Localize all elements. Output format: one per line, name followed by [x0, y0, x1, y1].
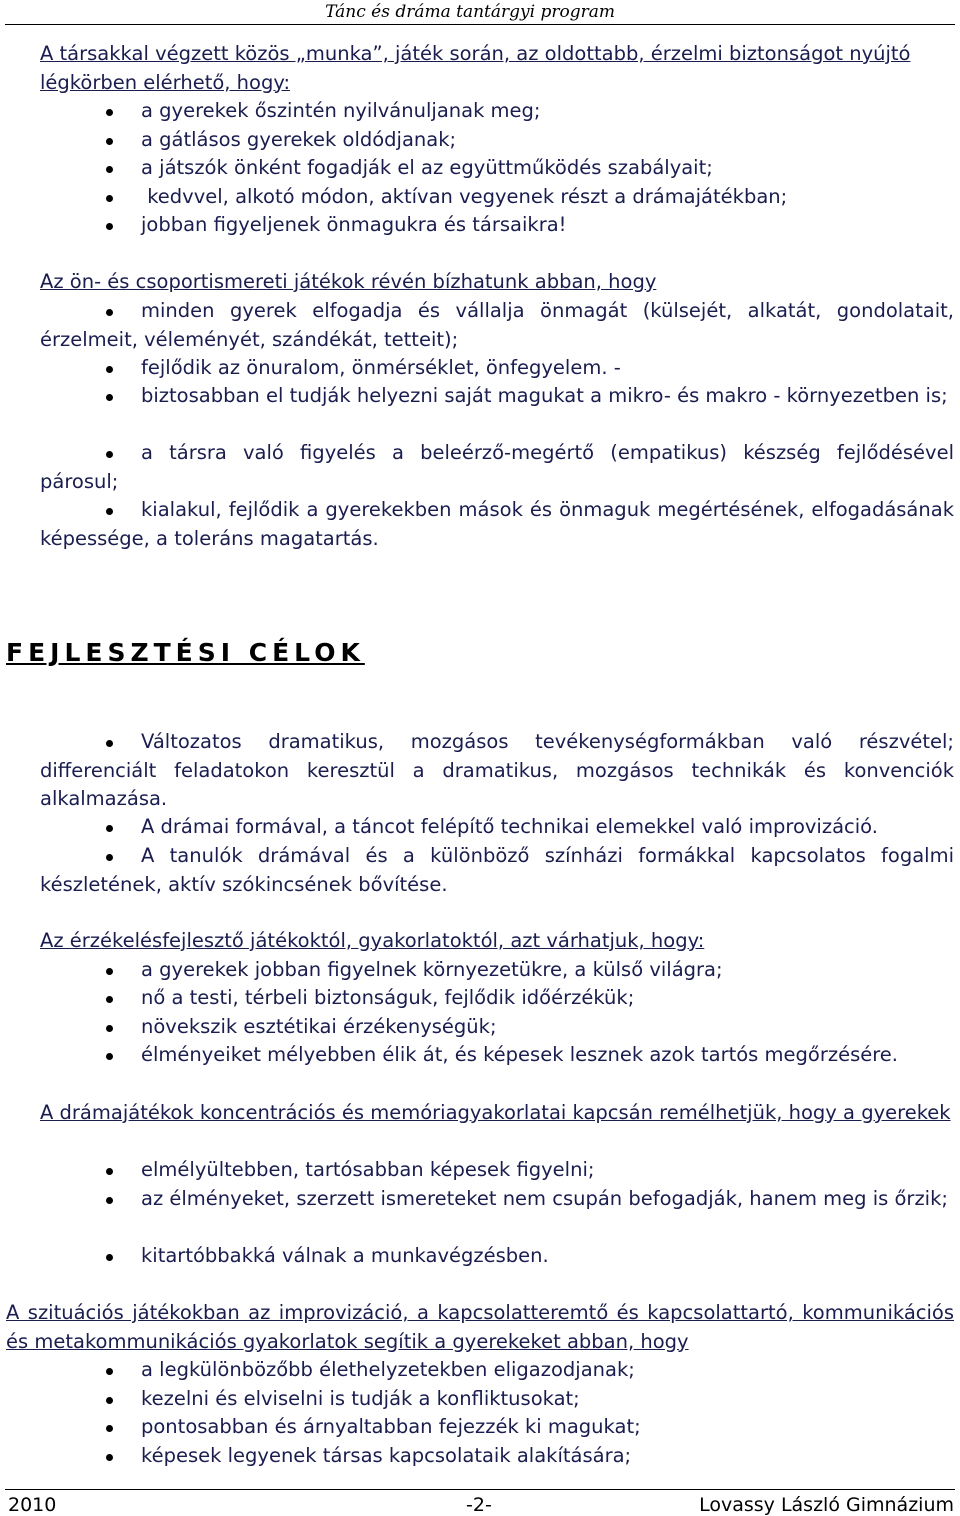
block1-item: a gyerekek őszintén nyilvánuljanak meg; [40, 97, 954, 126]
bullet-icon [106, 740, 113, 747]
block6-intro: A szituációs játékokban az improvizáció, a kapcsolatteremtő és kapcsolattartó, kommunikációs és metakommunikációs gyakorlatok segítik a gyerekeket abban, hogy [6, 1301, 954, 1353]
block4-item: növekszik esztétikai érzékenységük; [40, 1013, 954, 1042]
bullet-icon [106, 109, 113, 116]
bullet-icon [106, 968, 113, 975]
footer-rule [5, 1489, 955, 1490]
bullet-icon [106, 996, 113, 1003]
block6-item: pontosabban és árnyaltabban fejezzék ki magukat; [40, 1413, 954, 1442]
block4-item: élményeiket mélyebben élik át, és képesek lesznek azok tartós megőrzésére. [40, 1041, 954, 1070]
block6-item: a legkülönbözőbb élethelyzetekben eligazodjanak; [40, 1356, 954, 1385]
bullet-icon [106, 1053, 113, 1060]
bullet-icon [106, 166, 113, 173]
bullet-icon [106, 1454, 113, 1461]
bullet-icon [106, 825, 113, 832]
block3-item: Változatos dramatikus, mozgásos tevékenységformákban való részvétel; differenciált feladatokon keresztül a dramatikus, mozgásos technikák és konvenciók alkalmazása. [40, 730, 954, 811]
block2-intro: Az ön- és csoportismereti játékok révén bízhatunk abban, hogy [40, 270, 657, 293]
bullet-icon [106, 366, 113, 373]
footer-year: 2010 [8, 1494, 57, 1516]
block5-item: az élményeket, szerzett ismereteket nem csupán befogadják, hanem meg is őrzik; [40, 1185, 954, 1214]
bullet-icon [106, 1197, 113, 1204]
block3-item: A tanulók drámával és a különböző színházi formákkal kapcsolatos fogalmi készletének, aktív szókincsének bővítése. [40, 844, 954, 896]
section-title: FEJLESZTÉSI CÉLOK [6, 638, 365, 667]
block3-item: A drámai formával, a táncot felépítő technikai elemekkel való improvizáció. [40, 813, 954, 842]
bullet-icon [106, 1254, 113, 1261]
bullet-icon [106, 223, 113, 230]
bullet-icon [106, 1368, 113, 1375]
bullet-icon [106, 1025, 113, 1032]
bullet-icon [106, 854, 113, 861]
block1-item: kedvvel, alkotó módon, aktívan vegyenek részt a drámajátékban; [40, 183, 954, 212]
bullet-icon [106, 138, 113, 145]
running-header: Tánc és dráma tantárgyi program [325, 2, 615, 22]
block1-intro: A társakkal végzett közös „munka”, játék során, az oldottabb, érzelmi biztonságot nyújtó légkörben elérhető, hogy: [40, 42, 911, 94]
block2-item: fejlődik az önuralom, önmérséklet, önfegyelem. - [40, 354, 954, 383]
block5-intro: A drámajátékok koncentrációs és memóriagyakorlatai kapcsán remélhetjük, hogy a gyerekek [40, 1101, 951, 1124]
block4-item: nő a testi, térbeli biztonságuk, fejlődik időérzékük; [40, 984, 954, 1013]
bullet-icon [106, 451, 113, 458]
block6-item: képesek legyenek társas kapcsolataik alakítására; [40, 1442, 954, 1471]
page-number: -2- [466, 1494, 492, 1516]
footer-school: Lovassy László Gimnázium [699, 1494, 954, 1516]
bullet-icon [106, 394, 113, 401]
block6-item: kezelni és elviselni is tudják a konfliktusokat; [40, 1385, 954, 1414]
block2-item: kialakul, fejlődik a gyerekekben mások és önmaguk megértésének, elfogadásának képessége, a toleráns magatartás. [40, 498, 954, 550]
block4-item: a gyerekek jobban figyelnek környezetükre, a külső világra; [40, 956, 954, 985]
block1-item: a játszók önként fogadják el az együttműködés szabályait; [40, 154, 954, 183]
bullet-icon [106, 1397, 113, 1404]
block1-item: jobban figyeljenek önmagukra és társaikra! [40, 211, 954, 240]
bullet-icon [106, 1168, 113, 1175]
block5-item: elmélyültebben, tartósabban képesek figyelni; [40, 1156, 954, 1185]
block2-item: biztosabban el tudják helyezni saját magukat a mikro- és makro - környezetben is; [40, 382, 954, 411]
header-rule [5, 24, 955, 25]
block2-item: minden gyerek elfogadja és vállalja önmagát (külsejét, alkatát, gondolatait, érzelmeit, véleményét, szándékát, tetteit); [40, 299, 954, 351]
block1-item: a gátlásos gyerekek oldódjanak; [40, 126, 954, 155]
bullet-icon [106, 195, 113, 202]
bullet-icon [106, 1425, 113, 1432]
block5-item: kitartóbbakká válnak a munkavégzésben. [40, 1242, 954, 1271]
block4-intro: Az érzékelésfejlesztő játékoktól, gyakorlatoktól, azt várhatjuk, hogy: [40, 929, 705, 952]
bullet-icon [106, 309, 113, 316]
bullet-icon [106, 508, 113, 515]
block2-item: a társra való figyelés a beleérző-megértő (empatikus) készség fejlődésével párosul; [40, 441, 954, 493]
